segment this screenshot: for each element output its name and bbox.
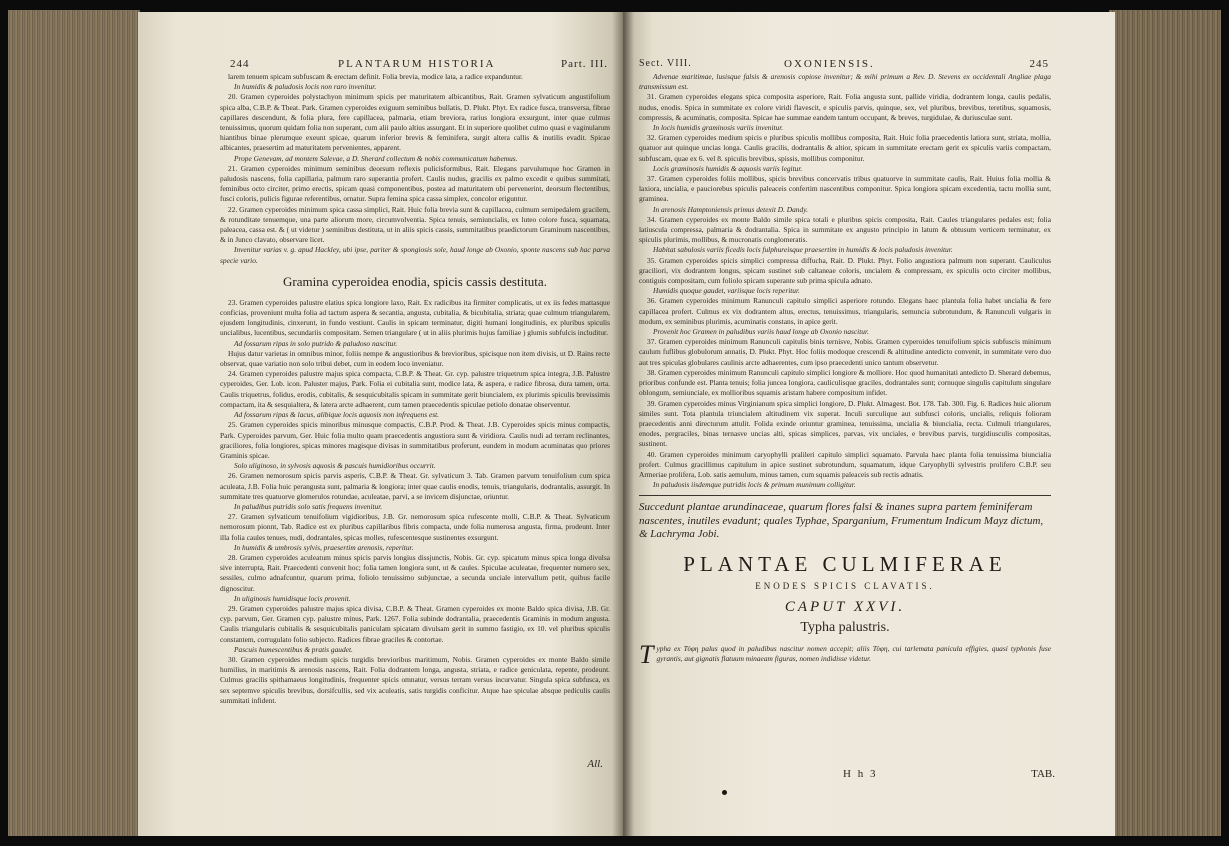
paragraph: Prope Genevam, ad montem Salevae, a D. Sherard collectum & nobis communicatum habemus. — [234, 153, 518, 163]
paragraph: Invenitur varias v. g. apud Hackley, ubi ipse, pariter & spongiosis sole, haud longe ab Oxonio, sponte nascens sub hac parva specie vario. — [220, 245, 610, 265]
left-catchword: All. — [587, 758, 603, 770]
left-text-bottom — [220, 298, 610, 706]
right-page — [623, 12, 1115, 836]
paragraph: 25. Gramen cyperoides spicis minoribus minusque compactis, C.B.P. Prod. & Theat. J.B. Cyperoides spicis minus compactis, Park. Cyperoides parvum, Ger. Huic folia multo quam praecedentis angustiora sunt & viridiora. Caulis nudi ad terram reclinantes, graciliores, folia longiores, spicas minores magisque divisas in summitatibus proferunt, eundem in modum acuminatas quo priores Graminis spicae. — [220, 420, 610, 460]
paragraph: Humidis quoque gaudet, variisque locis reperitur. — [653, 286, 800, 296]
left-page-edges — [8, 10, 140, 836]
paragraph: 39. Gramen cyperoides minus Virginianum spica simplici longiore, D. Plukt. Almagest. Bot. 178. Tab. 300. Fig. 6. Radices huic aliorum similes sunt. Tota plantula triuncialem altitudinem vix superat. Inculi surculique aut subfusci coloris, uncialis, reliquis folioram praecedentis anni directurum attulit. Folida exinde oriuntur graminea, tenuissima, uncialia & biuncialia, recta. Culmuli triangulares, enodes, pergraciles, binas ternasve uncias alti, spicas simplices, parvas, vix unciales, e brevibus parvis, turgidiusculis compositas, sustinent. — [639, 398, 1051, 449]
paragraph: In uliginosis humidisque locis provenit. — [234, 593, 351, 603]
book-gutter — [612, 12, 634, 836]
right-catchword: TAB. — [1031, 768, 1055, 780]
left-page-number: 244 — [230, 58, 250, 70]
paragraph: 31. Gramen cyperoides elegans spica composita asperiore, Rait. Folia angusta sunt, pallide viridia, dodrantem longa, caulis pedalis, nudus, enodis. Spica in summitate ex colore viridi flavescit, e spiculis parvis, quinque, sex, vel pluribus, brevibus, teretibus, squamosis, compressis, & acuminatis, composita. Spicae hae summae eandem tantum occupant, & breves, turgidulae, & duriusculae sunt. — [639, 92, 1051, 122]
paragraph: Provenit hoc Gramen in paludibus variis haud longe ab Oxonio nascitur. — [653, 327, 869, 337]
paragraph: 22. Gramen cyperoides minimum spica cassa simplici, Rait. Huic folia brevia sunt & capillacea, culmum semipedalem gracilem, & rotunditate tenuemque, una parte aliorum more, circumvolventia. Spica tenuis, semiuncialis, ex luteo colore fusca, squamata, paleacea, cassa est. & ( ut videtur ) seminibus destituta, ut in aliis spicis cassis, summitatibus praedictorum Graminum nascentibus, & in Junco clavato, observare licet. — [220, 204, 610, 245]
paragraph: Ad fossarum ripas in solo putrido & paludoso nascitur. — [234, 338, 398, 348]
paragraph: Pascuis humescentibus & pratis gaudet. — [234, 644, 353, 654]
paragraph: 28. Gramen cyperoides aculeatum minus spicis parvis longius dissjunctis, Nobis. Gr. cyp. spicatum minus spica longa divulsa sive interrupta, Rait. Praecedenti convenit hoc; folia tamen longiora sunt, ut & caules. Spiculae aculeatae, frequenter numero sex, sessiles, culmo adnafcuntur, quarum prima, foliolo tenuissimo subjunctae, a secunda unciale intervallum petit, quibus facile dignoscitur. — [220, 552, 610, 593]
chapter-opening — [639, 639, 1051, 669]
paragraph: 32. Gramen cyperoides medium spicis e pluribus spiculis mollibus composita, Rait. Huic folia praecedentis latiora sunt, striata, mollia, quatuor aut quinque uncias longa. Caulis gracilis, dodrantalis & altior, spicam in summitate erectam gerit ex spiculis variis compactam, subfuscam, quae ex 6. vel 8. spiculis brevibus, spissis, mollibus componitur. — [639, 133, 1051, 163]
paragraph: 26. Gramen nemorosum spicis parvis asperis, C.B.P. & Theat. Gr. sylvaticum 3. Tab. Gramen parvum tenuifolium cum spica aculeata, J.B. Folia huic perangusta sunt, palmaria & longiora; inter quae caulis enodis, tenuis, triangularis, dodrantalis, assurgit. In summitate tres quatuorve glomerulos rotundae, aculeatae, parvi, a se invicem disjunctae, oriuntur. — [220, 471, 610, 501]
intro-paragraph: Succedunt plantae arundinaceae, quarum flores falsi & inanes supra partem feminiferam nascentes, inutiles evadunt; quales Typhae, Sparganium, Frumentum Indicum Mayz dictum, & Lachryma Jobi. — [639, 501, 1044, 541]
paragraph: In paludosis iisdemque putridis locis & primum munimum colligitur. — [653, 480, 856, 490]
paragraph: 20. Gramen cyperoides polystachyon minimum spicis per maturitatem albicantibus, Rait. Gramen sylvaticum angustifolium spica alba, C.B.P. & Theat. Park. Gramen cyperoides exiguum seminibus bullatis, D. Plukt. Phyt. Ex radice fusca, transversa, fibrae capillares descendunt, & folia plura, fere capillacea, palmaria, etiam breviora, rarius longiora exsurgunt, inter quae culmus tenuissimus, quorum quidam folia non superant, cum alii paulo altius assurgant. Et in superiore quolibet culmo quasi e vaginularum hiantibus binae plerumque exeunt spicae, quarum inferior brevis & feminifera, surgit altera callis & inutilis evadit. Spicae albicantes, praesertim ad maturitatem pervenientes, apparent. — [220, 92, 610, 153]
paragraph: 27. Gramen sylvaticum tenuifolium vigidioribus, J.B. Gr. nemorosum spica rufescente molli, C.B.P. & Theat. Sylvaticum nemorosum pionnt, Tab. Radice est ex pluribus capillaribus fibris compacta, unde folia numerosa angusta, firma, prodeunt. Inter illa folia caules tenues, nudi, dodrantales, spicas molles, rufescentesque sustinentes exsurgunt. — [220, 512, 610, 542]
left-text-top — [220, 72, 610, 266]
paragraph: In humidis & paludosis locis non raro invenitur. — [234, 82, 377, 92]
right-page-edges — [1109, 10, 1221, 836]
paragraph: 29. Gramen cyperoides palustre majus spica divisa, C.B.P. & Theat. Gramen cyperoides ex monte Baldo spica divisa, J.B. Gr. cyp. parvum, Ger. Gramen cyp. palustre minus, Park. 1267. Folia subinde dodrantalia, praecedentis Graminis in modum angusta. Caulis triangularis cubitalis & sesquicubitalis paniculam spicatam divulsam gerit in summo fastigio, ex 10. vel pluribus spiculis constantem, corrugulato folio subjecto. Radices fibrae graciles & contortae. — [220, 603, 610, 644]
right-running-title: OXONIENSIS. — [784, 58, 875, 70]
ink-spot — [722, 790, 727, 795]
paragraph: Solo uliginoso, in sylvosis aquosis & pascuis humidioribus occurrit. — [234, 461, 436, 471]
right-text-column — [639, 72, 1051, 669]
paragraph: 37. Gramen cyperoides minimum Ranunculi capitulis binis ternisve, Nobis. Gramen cyperoides tenuifolium spicis subfuscis minimum caulum fuflibus globulorum annatis, D. Plukt. Phyt. Hoc foliis modoque crescendi & altitudine antedicto convenit, in summitate vero duo aut tres spiculas globulares caulinis arcte adhaerentes, cum ipso praecedenti unico tantum observetur. — [639, 337, 1051, 367]
left-text-column — [220, 72, 610, 706]
paragraph: 34. Gramen cyperoides ex monte Baldo simile spica totali e pluribus spicis composita, Rait. Caules triangulares pedales est; folia latiuscula compressa, palmaria & dodrantalia. Spica in summitate ex angusto principio in latum & obtusum verticem terminatur, ex spiculis plurimis, mollibus, & mucronatis conglomeratis. — [639, 214, 1051, 245]
subtitle: ENODES SPICIS CLAVATIS. — [755, 580, 935, 591]
paragraph: 35. Gramen cyperoides spicis simplici compressa diffucha, Rait. D. Plukt. Phyt. Folio angustiora palmum non superant. Cauliculus graciliori, vix dodrantem longus, spicam sustinet sub caltaneae coloris, uncialem & compressam, ex spiculis octo circiter mollibus, contiguis compositam, cum foliolo spicam superante sub prima spicula adnato. — [639, 255, 1051, 286]
paragraph: 37. Gramen cyperoides foliis mollibus, spicis brevibus concervatis tribus quatuorve in summitate caulis, Rait. Huius folia mollia & laxiora, uncialia, e pauciorebus spiculis paleaceis confertim nascentibus componitur. Spica longiora spicam excedentia, tactu mollia sunt, graminea. — [639, 174, 1051, 204]
paragraph: In paludibus putridis solo satis frequens invenitur. — [234, 501, 383, 511]
right-page-number: 245 — [1029, 58, 1049, 70]
paragraph: larem tenuem spicam subfuscam & erectam definit. Folia brevia, modice lata, a radice expanduntur. — [228, 72, 523, 81]
paragraph: In arenosis Hamptoniensis primus detexit D. Dandy. — [653, 204, 808, 214]
paragraph: In locis humidis graminosis variis invenitur. — [653, 123, 784, 133]
chapter-title: Typha palustris. — [800, 619, 890, 635]
paragraph: 38. Gramen cyperoides minimum Ranunculi capitulo simplici longiore & molliore. Hoc quod humanitati antedicto D. Sherard debemus, prioribus confunde est. Planta tenuis; folia juncea longiora, cauliculisque graciles, dodrantales sunt; cornuque singulis capitulum singulare oblongum, semiunciale, ex mollioribus squamis aristam habere compositum infidet. — [639, 367, 1051, 398]
paragraph: 40. Gramen cyperoides minimum caryophylli pralileri capitulo simplici squamato. Parvula haec planta folia tenuissima biuncialia profert. Culmus gracillimus capitulum in apice sustinet subrotundum, squamatum, idque Caryophylli sylvestris prolifero C.B.P. seu Armeriae prolifera, Lob. satis aemulum, minus tamen, cum squamis paleaceis sub rectis adnatis. — [639, 449, 1051, 479]
left-page — [138, 12, 623, 836]
paragraph: Ad fossarum ripas & lacus, alibique locis aquosis non infrequens est. — [234, 410, 440, 420]
paragraph: Advenae maritimae, lusisque falsis & arenosis copiose invenitur; & mihi primum a Rev. D. Stevens ex occidentali Angliae plaga transmissum est. — [639, 72, 1051, 92]
opening-text: ypha ex Τύφη palus quod in paludibus nascitur nomen accepit; aliis Τύφη, cui tarlemata panicula effigies, quasi typhonis fuse gyrantis, aut gignatis flatuum minaeam figuras, nomen indidisse videtur. — [656, 643, 1051, 664]
paragraph: In humidis & umbrosis sylvis, praesertim arenosis, reperitur. — [234, 542, 414, 552]
right-text — [639, 72, 1051, 490]
right-section-label: Sect. VIII. — [639, 58, 692, 69]
signature-mark: H h 3 — [843, 768, 878, 780]
major-title: PLANTAE CULMIFERAE — [683, 551, 1007, 576]
section-title: Gramina cyperoidea enodia, spicis cassis destituta. — [283, 273, 547, 289]
left-part-label: Part. III. — [561, 58, 608, 70]
left-running-title: PLANTARUM HISTORIA — [338, 58, 496, 70]
paragraph: 23. Gramen cyperoides palustre elatius spica longiore laxo, Rait. Ex radicibus ita firmiter complicatis, ut ex iis fedes mattasque conficias, proveniunt multa folia ad tactum aspera & secantia, angusta, cubitalia, & bicubitalia, striata; quae culmum triangularem, ejusdem longitudinis, cinxerunt, in fundo vestiunt. Caulis in spicam terminatur, digiti humani longitudinis, ex pluribus spiculis uncialibus, lucentibus, secundariis compositam. Semen triangulare ( ut in aliis plurimis hujus familiae ) glumis subfulcis includitur. — [220, 297, 610, 338]
paragraph: 36. Gramen cyperoides minimum Ranunculi capitulo simplici asperiore rotundo. Elegans haec plantula folia habet uncialia & fere capillacea profert. Culmus ex vix dodrantem altus, erectus, tenuissimus, triangularis, semuncia subrotundum, & Ranunculi vulgaris in modum, ex seminibus plurimis, acuminatis constans, in apice gerit. — [639, 296, 1051, 326]
chapter-heading: CAPUT XXVI. — [784, 598, 906, 615]
paragraph: 30. Gramen cyperoides medium spicis turgidis brevioribus maritimum, Nobis. Gramen cyperoides ex monte Baldo simile humilius, in maritimis & arenosis nascens, Rait. Folia dodrantem longa, angusta, striata, e radice geniculata, repente, prodeunt. Culmus gracilis spithamaeus longitudinis, frequenter spicis omnatur, versus terram versus incurvatur. Singula spica subfusca, ex sex septemve spiculis brevibus, dorsifcullis, sed vix aculeatis, satis turgidis conficitur. Atque hae spiculae absque pediculis caulis summitati infident. — [220, 654, 610, 705]
paragraph: Hujus datur varietas in omnibus minor, foliis nempe & angustioribus & brevioribus, spicisque non item divisis, ut D. Rains recte observat, quae variatio non solo tribui debet, cum in eodem loco inveniatur. — [220, 348, 610, 369]
paragraph: 21. Gramen cyperoides minimum seminibus deorsum reflexis pulicisformibus, Rait. Elegans parvulumque hoc Gramen in paludosis nascens, folia capillaria, palmum raro superantia profert. Caulis nudus, gracilis ex palmo excedit e quibus summitati, feminibus octo circiter, primo erectis, spicam quasi componentibus, postea ad maturitatem ubi pervenerint, deorsum flectentibus, fusci coloris, pulicis figurae referentibus, ornatur. Supra femina spica cassa simplex, concolor eriguntur. — [220, 163, 610, 204]
divider — [639, 495, 1051, 496]
drop-cap: T — [639, 639, 654, 669]
paragraph: Habitat sabulosis variis ficedis locis fulphureisque praesertim in humidis & locis paludosis invenitur. — [653, 245, 953, 255]
paragraph: 24. Gramen cyperoides palustre majus spica compacta, C.B.P. & Theat. Gr. cyp. palustre triquetrum spica integra, J.B. Palustre cyperoides, Ger. Lob. icon. Paluster majus, Park. Folia ei cubitalia sunt, modice lata, & aspera, e radice fibrosa, dura tamen, orta. Caulis triquetrus, folidus, erodis, cubitalis, & sesquicubitalis spicam in summitate gerit biuncialem, ex plurimis spiculis brevissimis compactam, ita & sesquialtera, & latera arcte adhaerent, cum tamen praecedentis spiculae petiolo donatae observentur. — [220, 369, 610, 409]
paragraph: Locis graminosis humidis & aquosis variis legitur. — [653, 163, 803, 173]
